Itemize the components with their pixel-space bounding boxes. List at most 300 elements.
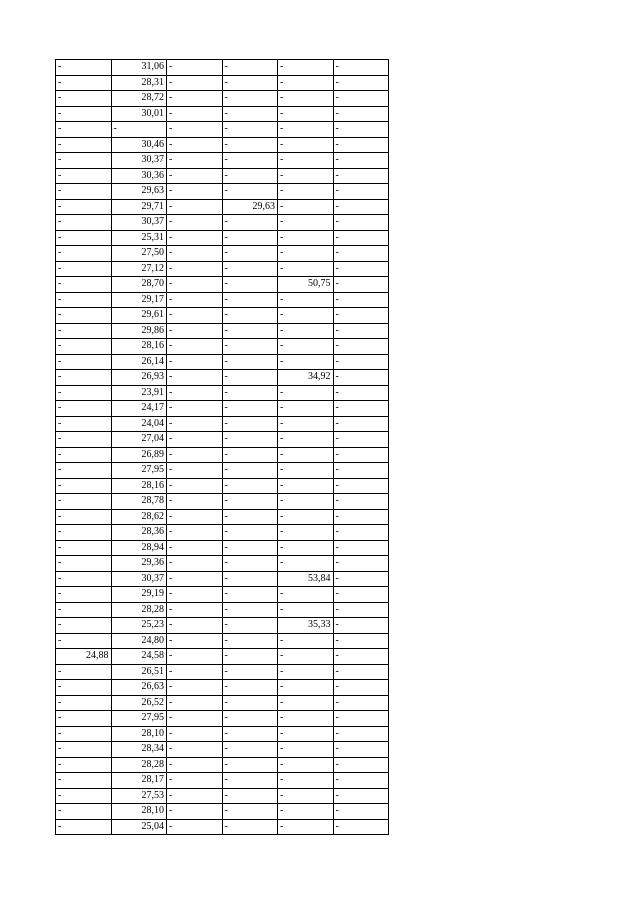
table-cell: - <box>167 308 223 324</box>
table-cell: - <box>56 633 112 649</box>
table-cell: - <box>56 246 112 262</box>
table-cell: - <box>222 525 278 541</box>
table-cell: - <box>56 711 112 727</box>
table-cell: - <box>278 447 334 463</box>
table-cell: - <box>222 509 278 525</box>
table-cell: - <box>278 261 334 277</box>
table-cell: - <box>222 137 278 153</box>
table-cell: - <box>56 664 112 680</box>
table-cell: 29,61 <box>111 308 167 324</box>
table-cell: - <box>333 91 389 107</box>
table-cell: - <box>56 385 112 401</box>
table-cell: - <box>56 199 112 215</box>
table-cell: - <box>222 711 278 727</box>
table-row <box>56 804 389 820</box>
table-cell: - <box>222 184 278 200</box>
table-cell: - <box>222 401 278 417</box>
table-cell: - <box>222 757 278 773</box>
table-cell: - <box>278 633 334 649</box>
table-cell: - <box>56 819 112 835</box>
table-cell: - <box>333 75 389 91</box>
table-cell: - <box>56 494 112 510</box>
table-cell: 28,34 <box>111 742 167 758</box>
table-cell: - <box>278 757 334 773</box>
table-cell: 26,89 <box>111 447 167 463</box>
table-cell: - <box>56 416 112 432</box>
table-cell: - <box>167 261 223 277</box>
table-cell: - <box>56 370 112 386</box>
table-cell: 29,36 <box>111 556 167 572</box>
table-cell: 28,70 <box>111 277 167 293</box>
table-body <box>56 60 389 835</box>
table-cell: 30,37 <box>111 153 167 169</box>
table-row <box>56 432 389 448</box>
table-cell: - <box>333 680 389 696</box>
table-row <box>56 153 389 169</box>
table-cell: - <box>333 633 389 649</box>
table-cell: 28,72 <box>111 91 167 107</box>
table-cell: - <box>278 60 334 76</box>
table-cell: - <box>222 106 278 122</box>
table-row <box>56 509 389 525</box>
table-cell: - <box>333 478 389 494</box>
table-cell: - <box>56 91 112 107</box>
table-cell: - <box>56 122 112 138</box>
table-row <box>56 463 389 479</box>
table-cell: - <box>278 339 334 355</box>
table-cell: - <box>333 618 389 634</box>
table-row <box>56 819 389 835</box>
table-cell: - <box>222 463 278 479</box>
table-row <box>56 649 389 665</box>
table-cell: - <box>222 680 278 696</box>
table-cell: - <box>333 432 389 448</box>
table-cell: - <box>278 323 334 339</box>
table-cell: - <box>222 60 278 76</box>
table-cell: - <box>278 711 334 727</box>
table-cell: - <box>222 478 278 494</box>
table-cell: - <box>278 649 334 665</box>
table-cell: 28,17 <box>111 773 167 789</box>
table-cell: 28,94 <box>111 540 167 556</box>
table-row <box>56 168 389 184</box>
table-cell: - <box>56 354 112 370</box>
table-cell: - <box>333 246 389 262</box>
table-cell: - <box>222 385 278 401</box>
table-cell: - <box>222 215 278 231</box>
table-cell: - <box>56 463 112 479</box>
table-cell: - <box>167 153 223 169</box>
table-cell: - <box>222 804 278 820</box>
table-cell: - <box>167 230 223 246</box>
table-cell: - <box>167 633 223 649</box>
table-cell: - <box>167 385 223 401</box>
table-row <box>56 122 389 138</box>
table-cell: - <box>222 370 278 386</box>
table-cell: - <box>333 788 389 804</box>
table-row <box>56 199 389 215</box>
table-cell: - <box>333 401 389 417</box>
table-cell: - <box>333 215 389 231</box>
table-cell: - <box>167 571 223 587</box>
table-cell: - <box>56 137 112 153</box>
table-cell: - <box>167 292 223 308</box>
table-cell: - <box>278 804 334 820</box>
table-cell: - <box>222 788 278 804</box>
table-cell: 30,46 <box>111 137 167 153</box>
table-cell: - <box>333 60 389 76</box>
table-cell: - <box>278 401 334 417</box>
table-cell: - <box>222 246 278 262</box>
table-cell: - <box>222 230 278 246</box>
table-row <box>56 137 389 153</box>
table-cell: - <box>167 75 223 91</box>
table-cell: - <box>278 137 334 153</box>
table-row <box>56 571 389 587</box>
table-row <box>56 230 389 246</box>
table-cell: - <box>167 277 223 293</box>
table-cell: - <box>333 819 389 835</box>
table-row <box>56 742 389 758</box>
table-cell: 29,71 <box>111 199 167 215</box>
table-cell: - <box>167 91 223 107</box>
table-row <box>56 680 389 696</box>
data-table <box>55 59 389 835</box>
table-cell: - <box>167 60 223 76</box>
table-cell: - <box>222 447 278 463</box>
table-cell: - <box>222 726 278 742</box>
table-cell: - <box>56 432 112 448</box>
table-cell: 24,04 <box>111 416 167 432</box>
table-cell: - <box>56 478 112 494</box>
table-cell: - <box>167 370 223 386</box>
table-cell: - <box>333 571 389 587</box>
table-cell: 31,06 <box>111 60 167 76</box>
table-cell: - <box>167 401 223 417</box>
table-cell: 24,88 <box>56 649 112 665</box>
table-cell: - <box>222 494 278 510</box>
table-cell: 27,50 <box>111 246 167 262</box>
table-cell: - <box>333 742 389 758</box>
table-row <box>56 664 389 680</box>
table-cell: - <box>222 633 278 649</box>
table-cell: - <box>222 602 278 618</box>
table-cell: 28,36 <box>111 525 167 541</box>
table-cell: - <box>111 122 167 138</box>
table-cell: - <box>222 571 278 587</box>
table-cell: - <box>222 261 278 277</box>
table-cell: - <box>333 137 389 153</box>
table-cell: - <box>167 788 223 804</box>
table-cell: - <box>167 323 223 339</box>
table-cell: - <box>278 91 334 107</box>
table-row <box>56 308 389 324</box>
table-row <box>56 602 389 618</box>
table-cell: - <box>56 680 112 696</box>
table-cell: - <box>333 339 389 355</box>
table-cell: 24,80 <box>111 633 167 649</box>
table-cell: - <box>56 60 112 76</box>
table-cell: - <box>56 153 112 169</box>
table-cell: - <box>278 819 334 835</box>
table-cell: - <box>278 199 334 215</box>
table-cell: - <box>333 726 389 742</box>
table-cell: - <box>56 323 112 339</box>
table-cell: - <box>56 184 112 200</box>
table-cell: - <box>56 509 112 525</box>
table-cell: - <box>333 106 389 122</box>
table-row <box>56 354 389 370</box>
table-cell: - <box>333 199 389 215</box>
table-cell: - <box>56 618 112 634</box>
table-cell: - <box>333 804 389 820</box>
table-row <box>56 91 389 107</box>
table-cell: - <box>222 91 278 107</box>
table-cell: - <box>167 757 223 773</box>
table-cell: - <box>222 664 278 680</box>
table-row <box>56 385 389 401</box>
table-cell: - <box>278 742 334 758</box>
table-cell: - <box>222 773 278 789</box>
table-cell: - <box>222 649 278 665</box>
table-cell: - <box>222 819 278 835</box>
table-cell: - <box>278 416 334 432</box>
table-cell: - <box>167 649 223 665</box>
table-cell: - <box>167 339 223 355</box>
table-cell: - <box>333 509 389 525</box>
table-cell: - <box>56 556 112 572</box>
table-cell: 28,16 <box>111 478 167 494</box>
table-cell: - <box>167 742 223 758</box>
table-cell: - <box>167 726 223 742</box>
table-cell: 29,63 <box>222 199 278 215</box>
table-cell: - <box>278 602 334 618</box>
table-cell: 24,17 <box>111 401 167 417</box>
table-cell: - <box>278 292 334 308</box>
table-cell: - <box>278 106 334 122</box>
table-cell: 29,86 <box>111 323 167 339</box>
table-cell: - <box>167 478 223 494</box>
table-cell: - <box>222 292 278 308</box>
table-cell: 27,53 <box>111 788 167 804</box>
table-cell: - <box>333 230 389 246</box>
table-cell: 30,01 <box>111 106 167 122</box>
table-row <box>56 788 389 804</box>
table-row <box>56 773 389 789</box>
table-row <box>56 525 389 541</box>
table-cell: - <box>222 122 278 138</box>
table-cell: - <box>167 695 223 711</box>
table-row <box>56 401 389 417</box>
table-cell: - <box>278 478 334 494</box>
table-cell: - <box>167 168 223 184</box>
table-cell: - <box>278 75 334 91</box>
table-cell: 28,28 <box>111 757 167 773</box>
table-cell: - <box>56 757 112 773</box>
table-cell: - <box>56 695 112 711</box>
table-cell: - <box>333 447 389 463</box>
table-cell: - <box>333 649 389 665</box>
table-row <box>56 618 389 634</box>
table-cell: - <box>167 432 223 448</box>
table-row <box>56 540 389 556</box>
table-cell: 30,36 <box>111 168 167 184</box>
table-cell: - <box>278 726 334 742</box>
table-row <box>56 711 389 727</box>
table-cell: - <box>333 261 389 277</box>
table-cell: - <box>333 385 389 401</box>
table-cell: - <box>278 308 334 324</box>
table-cell: - <box>278 587 334 603</box>
table-cell: - <box>333 184 389 200</box>
table-cell: - <box>278 509 334 525</box>
table-cell: - <box>333 494 389 510</box>
table-row <box>56 633 389 649</box>
table-cell: 27,95 <box>111 711 167 727</box>
table-cell: - <box>222 556 278 572</box>
table-cell: - <box>56 308 112 324</box>
table-cell: 26,14 <box>111 354 167 370</box>
table-cell: - <box>56 804 112 820</box>
table-cell: 26,52 <box>111 695 167 711</box>
table-cell: - <box>167 711 223 727</box>
table-cell: - <box>333 370 389 386</box>
table-cell: - <box>333 757 389 773</box>
table-cell: - <box>56 540 112 556</box>
table-cell: - <box>278 664 334 680</box>
table-cell: - <box>278 540 334 556</box>
table-cell: 26,63 <box>111 680 167 696</box>
table-cell: - <box>167 773 223 789</box>
table-cell: - <box>333 587 389 603</box>
table-cell: - <box>222 416 278 432</box>
table-row <box>56 261 389 277</box>
table-cell: - <box>222 168 278 184</box>
table-cell: - <box>333 354 389 370</box>
table-cell: - <box>333 153 389 169</box>
table-cell: - <box>333 168 389 184</box>
table-cell: 25,31 <box>111 230 167 246</box>
table-cell: - <box>56 602 112 618</box>
table-cell: - <box>167 819 223 835</box>
table-cell: - <box>56 230 112 246</box>
table-cell: - <box>333 540 389 556</box>
table-cell: 25,23 <box>111 618 167 634</box>
table-cell: - <box>333 308 389 324</box>
table-cell: - <box>278 230 334 246</box>
table-cell: - <box>167 354 223 370</box>
table-cell: - <box>278 695 334 711</box>
table-cell: - <box>56 401 112 417</box>
table-cell: - <box>56 215 112 231</box>
table-cell: - <box>222 742 278 758</box>
table-row <box>56 587 389 603</box>
table-cell: - <box>278 525 334 541</box>
table-cell: - <box>167 618 223 634</box>
table-cell: - <box>222 153 278 169</box>
table-cell: - <box>56 168 112 184</box>
table-row <box>56 277 389 293</box>
table-cell: - <box>56 339 112 355</box>
table-cell: 30,37 <box>111 215 167 231</box>
table-cell: 29,19 <box>111 587 167 603</box>
table-row <box>56 556 389 572</box>
table-cell: 29,17 <box>111 292 167 308</box>
table-cell: - <box>167 184 223 200</box>
table-cell: - <box>167 137 223 153</box>
table-cell: 26,51 <box>111 664 167 680</box>
table-cell: - <box>167 664 223 680</box>
table-cell: - <box>333 711 389 727</box>
table-cell: - <box>167 215 223 231</box>
table-cell: - <box>333 323 389 339</box>
table-cell: - <box>278 246 334 262</box>
table-cell: 27,95 <box>111 463 167 479</box>
table-cell: - <box>167 494 223 510</box>
table-cell: - <box>333 556 389 572</box>
table-cell: - <box>222 277 278 293</box>
table-cell: - <box>333 695 389 711</box>
table-cell: - <box>56 261 112 277</box>
table-row <box>56 339 389 355</box>
table-cell: 29,63 <box>111 184 167 200</box>
table-row <box>56 60 389 76</box>
table-cell: - <box>333 416 389 432</box>
table-cell: 27,12 <box>111 261 167 277</box>
table-cell: - <box>56 447 112 463</box>
table-cell: - <box>56 75 112 91</box>
table-cell: - <box>278 773 334 789</box>
table-row <box>56 323 389 339</box>
table-cell: - <box>333 277 389 293</box>
table-row <box>56 184 389 200</box>
table-cell: - <box>56 277 112 293</box>
table-cell: 28,10 <box>111 804 167 820</box>
table-row <box>56 246 389 262</box>
table-cell: - <box>222 695 278 711</box>
table-row <box>56 106 389 122</box>
table-cell: - <box>56 106 112 122</box>
table-row <box>56 494 389 510</box>
table-cell: - <box>56 788 112 804</box>
table-cell: 28,62 <box>111 509 167 525</box>
table-cell: 28,10 <box>111 726 167 742</box>
table-cell: - <box>333 292 389 308</box>
table-cell: - <box>167 199 223 215</box>
table-cell: 53,84 <box>278 571 334 587</box>
table-cell: - <box>333 525 389 541</box>
table-cell: 28,28 <box>111 602 167 618</box>
table-cell: - <box>167 463 223 479</box>
table-cell: - <box>278 680 334 696</box>
table-cell: - <box>278 184 334 200</box>
table-cell: 30,37 <box>111 571 167 587</box>
table-cell: - <box>278 354 334 370</box>
table-cell: - <box>167 525 223 541</box>
table-cell: 35,33 <box>278 618 334 634</box>
table-cell: - <box>222 354 278 370</box>
table-cell: 24,58 <box>111 649 167 665</box>
table-cell: - <box>222 308 278 324</box>
table-cell: - <box>167 122 223 138</box>
table-cell: - <box>56 292 112 308</box>
table-cell: - <box>278 432 334 448</box>
table-cell: - <box>333 122 389 138</box>
table-cell: 25,04 <box>111 819 167 835</box>
table-row <box>56 75 389 91</box>
table-cell: 26,93 <box>111 370 167 386</box>
table-cell: - <box>278 168 334 184</box>
